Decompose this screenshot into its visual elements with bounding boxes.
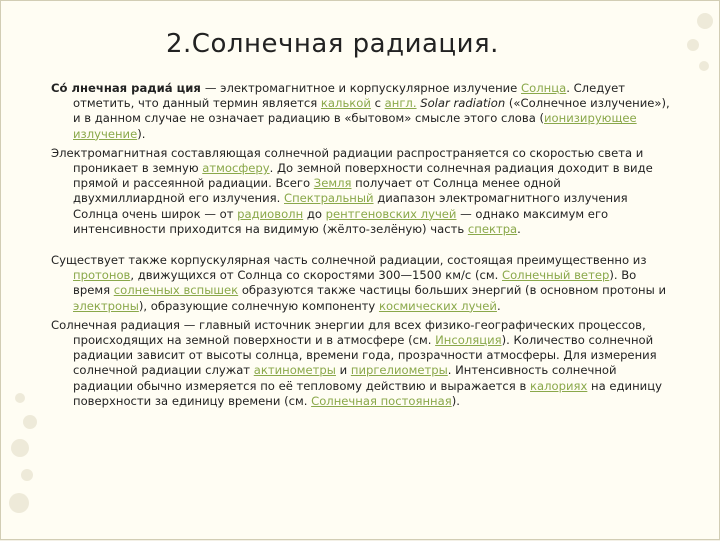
wiki-link[interactable]: космических лучей [378, 298, 497, 313]
wiki-link[interactable]: англ. [384, 96, 417, 111]
right-bubble-decoration [679, 1, 719, 541]
slide-title: 2.Солнечная радиация. [166, 29, 499, 59]
body-text: . Интенсивность солнечной радиации обычно измеряется по её тепловому действию и выражается в [73, 363, 617, 393]
left-bubble-decoration [1, 1, 41, 541]
body-text: — электромагнитное и корпускулярное излучение [204, 81, 522, 95]
wiki-link[interactable]: Солнечная постоянная [311, 393, 452, 408]
bubble-decoration [21, 469, 33, 481]
wiki-link[interactable]: Инсоляция [435, 333, 502, 348]
body-text: Электромагнитная составляющая солнечной радиации распространяется со скоростью света и проникает в земную [51, 145, 644, 176]
bubble-decoration [699, 61, 709, 71]
body-text: ). Во время [73, 268, 637, 298]
body-text: образуются также частицы больших энергий (в основном протоны и [238, 283, 667, 298]
italic-text: Solar radiation [416, 96, 506, 111]
body-text: до [303, 206, 326, 221]
wiki-link[interactable]: Земля [313, 176, 352, 191]
wiki-link[interactable]: актинометры [253, 363, 336, 378]
wiki-link[interactable]: Солнца [521, 81, 567, 95]
bubble-decoration [697, 13, 713, 29]
paragraph [51, 81, 671, 142]
body-text: диапазон электромагнитного излучения Солнца очень широк — от [73, 191, 628, 221]
body-text: ), образующие солнечную компоненту [138, 298, 379, 313]
bubble-decoration [15, 393, 25, 403]
body-text: Существует также корпускулярная часть солнечной радиации, состоящая преимущественно из [51, 253, 647, 268]
wiki-link[interactable]: пиргелиометры [350, 363, 448, 378]
body-text: . Следует отметить, что данный термин является [73, 81, 625, 111]
wiki-link[interactable]: протонов [73, 268, 131, 283]
body-text: ). [451, 393, 460, 408]
body-text: с [370, 96, 385, 111]
body-text: получает от Солнца менее одной двухмиллиардной его излучения. [73, 176, 561, 206]
bubble-decoration [9, 493, 29, 513]
wiki-link[interactable]: радиоволн [237, 206, 304, 221]
wiki-link[interactable]: калькой [320, 96, 371, 111]
body-text: Солнечная радиация — главный источник энергии для всех физико-географических процессов, происходящих на земной поверхности и в атмосфере (см. [51, 317, 646, 348]
wiki-link[interactable]: электроны [73, 298, 139, 313]
paragraph-gap [51, 241, 671, 253]
wiki-link[interactable]: рентгеновских лучей [325, 206, 457, 221]
body-text: ). Количество солнечной радиации зависит от высоты солнца, времени года, прозрачности атмосферы. Для измерения солнечной радиации служат [73, 333, 657, 378]
bubble-decoration [23, 415, 37, 429]
bubble-decoration [687, 39, 699, 51]
body-text: . До земной поверхности солнечная радиация доходит в виде прямой и рассеянной радиации. Всего [73, 161, 653, 191]
wiki-link[interactable]: калориях [530, 378, 588, 393]
term-heading: Со́ лнечная радиа́ ция [51, 81, 205, 95]
slide-body [51, 81, 671, 413]
body-text: , движущихся от Солнца со скоростями 300—1500 км/с (см. [130, 268, 502, 283]
body-text: и [335, 363, 351, 378]
body-text: ). [137, 126, 146, 141]
body-text: («Солнечное излучение»), и в данном случае не означает радиацию в «бытовом» смысле этого слова ( [73, 96, 670, 126]
paragraph [51, 253, 671, 314]
body-text: — однако максимум его интенсивности приходится на видимую (жёлто-зелёную) часть [73, 206, 609, 236]
wiki-link[interactable]: Солнечный ветер [501, 268, 610, 283]
body-text: на единицу поверхности за единицу времени (см. [73, 378, 662, 408]
paragraph [51, 318, 671, 409]
wiki-link[interactable]: ионизирующее излучение [73, 111, 637, 141]
wiki-link[interactable]: спектра [467, 221, 518, 236]
paragraph [51, 146, 671, 237]
body-text: . [496, 298, 501, 313]
body-text: . [517, 221, 521, 236]
wiki-link[interactable]: солнечных вспышек [113, 283, 239, 298]
bubble-decoration [11, 439, 29, 457]
wiki-link[interactable]: Спектральный [284, 191, 374, 206]
wiki-link[interactable]: атмосферу [202, 161, 270, 176]
